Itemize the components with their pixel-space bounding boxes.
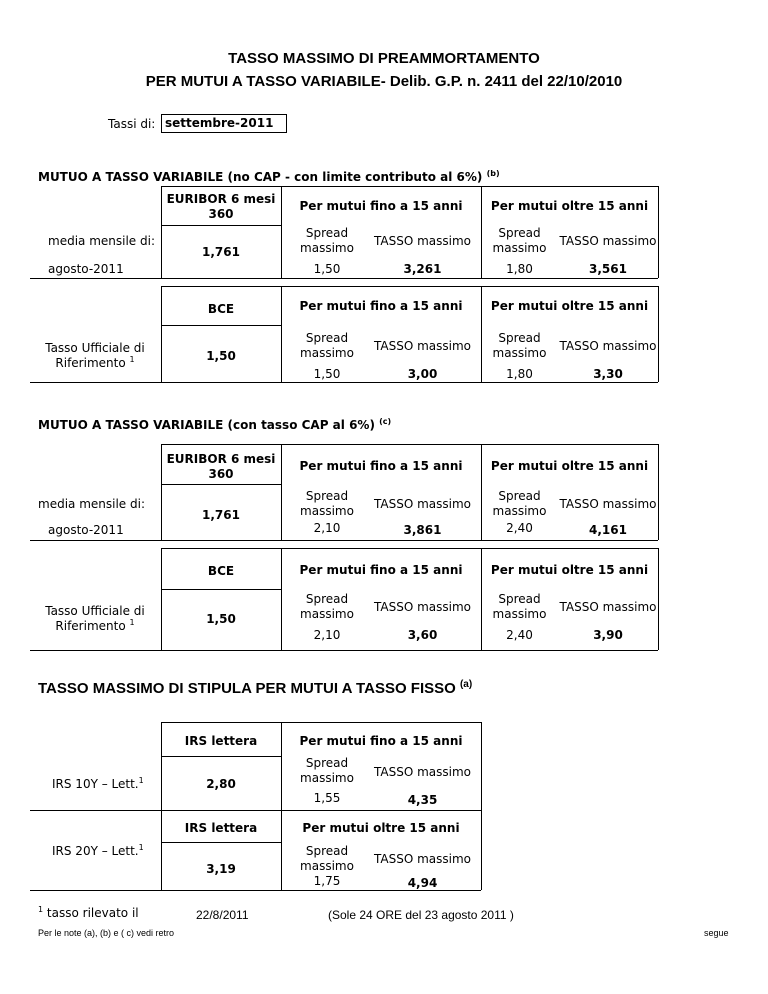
bce-header: BCE [207,302,235,316]
fino15-header: Per mutui fino a 15 anni [299,199,463,213]
tasso-header: TASSO massimo [559,234,657,248]
bce-label: Tasso Ufficiale di Riferimento $^1$ [45,604,145,633]
tassi-box [161,114,287,133]
oltre15-header: Per mutui oltre 15 anni [302,821,460,835]
bce-value: 1,50 [206,349,236,363]
spread-value: 2,40 [506,521,533,535]
irs10-label: IRS 10Y – Lett.$^1$ [52,776,144,791]
section1-title: MUTUO A TASSO VARIABILE (no CAP - con limite contributo al 6%) $^{(b)}$ [38,169,500,184]
oltre15-header: Per mutui oltre 15 anni [490,459,649,473]
tasso-header: TASSO massimo [373,234,471,248]
spread-value: 2,10 [313,521,341,535]
spread-header: Spread massimo [300,331,354,360]
tassi-value: settembre-2011 [165,116,274,130]
spread-value: 2,10 [313,628,341,642]
tasso-header: TASSO massimo [373,497,471,511]
tasso-value: 3,861 [403,523,442,537]
page-subtitle: PER MUTUI A TASSO VARIABILE- Delib. G.P. n. 2411 del 22/10/2010 [145,73,623,90]
spread-value: 1,80 [506,262,533,276]
tasso-header: TASSO massimo [559,339,657,353]
tasso-header: TASSO massimo [373,765,471,779]
bce-value: 1,50 [206,612,236,626]
fino15-header: Per mutui fino a 15 anni [299,734,463,748]
tassi-label: Tassi di: [108,117,156,131]
spread-header: Spread massimo [300,592,354,621]
spread-header: Spread massimo [492,331,547,360]
tasso-header: TASSO massimo [559,600,657,614]
tasso-header: TASSO massimo [373,339,471,353]
irs10-value: 2,80 [206,777,236,791]
fino15-header: Per mutui fino a 15 anni [299,563,463,577]
footnote: $^1$ tasso rilevato il [38,905,139,920]
oltre15-header: Per mutui oltre 15 anni [490,299,649,313]
irs-header: IRS lettera [184,734,258,748]
euribor-header: EURIBOR 6 mesi 360 [166,192,276,221]
bce-label: Tasso Ufficiale di Riferimento $^1$ [45,341,145,370]
footnote-source: (Sole 24 ORE del 23 agosto 2011 ) [328,908,514,922]
tasso-value: 4,35 [407,793,438,807]
irs-header: IRS lettera [184,821,258,835]
irs20-value: 3,19 [206,862,236,876]
euribor-value: 1,761 [202,508,240,522]
page-title: TASSO MASSIMO DI PREAMMORTAMENTO [228,50,540,67]
euribor-header: EURIBOR 6 mesi 360 [166,452,276,481]
tasso-header: TASSO massimo [373,852,471,866]
tasso-value: 3,561 [589,262,627,276]
tasso-value: 4,94 [407,876,438,890]
tasso-header: TASSO massimo [373,600,471,614]
segue-text: segue [704,928,729,938]
spread-header: Spread massimo [492,226,547,255]
spread-header: Spread massimo [300,756,354,785]
tasso-header: TASSO massimo [559,497,657,511]
month-label: agosto-2011 [48,523,124,537]
tasso-value: 3,60 [407,628,438,642]
section2-title: MUTUO A TASSO VARIABILE (con tasso CAP al 6%) $^{(c)}$ [38,417,392,432]
oltre15-header: Per mutui oltre 15 anni [490,199,649,213]
tasso-value: 4,161 [589,523,627,537]
spread-value: 1,55 [313,791,341,805]
tasso-value: 3,00 [407,367,438,381]
spread-value: 1,50 [313,262,341,276]
fino15-header: Per mutui fino a 15 anni [299,459,463,473]
tasso-value: 3,90 [593,628,623,642]
spread-header: Spread massimo [300,226,354,255]
tasso-value: 3,261 [403,262,442,276]
fino15-header: Per mutui fino a 15 anni [299,299,463,313]
spread-value: 2,40 [506,628,533,642]
spread-header: Spread massimo [492,489,547,518]
euribor-value: 1,761 [202,245,240,259]
oltre15-header: Per mutui oltre 15 anni [490,563,649,577]
irs20-label: IRS 20Y – Lett.$^1$ [52,843,144,858]
spread-value: 1,50 [313,367,341,381]
spread-header: Spread massimo [300,489,354,518]
footnote-date: 22/8/2011 [196,908,249,922]
spread-value: 1,75 [313,874,341,888]
month-label: agosto-2011 [48,262,124,276]
tasso-value: 3,30 [593,367,623,381]
spread-value: 1,80 [506,367,533,381]
bce-header: BCE [207,564,235,578]
media-mensile-label: media mensile di: [38,497,145,511]
media-mensile-label: media mensile di: [48,234,155,248]
notes-text: Per le note (a), (b) e ( c) vedi retro [38,928,175,938]
spread-header: Spread massimo [492,592,547,621]
section3-title: TASSO MASSIMO DI STIPULA PER MUTUI A TASSO FISSO $^{(a)}$ [38,679,473,697]
spread-header: Spread massimo [300,844,354,873]
